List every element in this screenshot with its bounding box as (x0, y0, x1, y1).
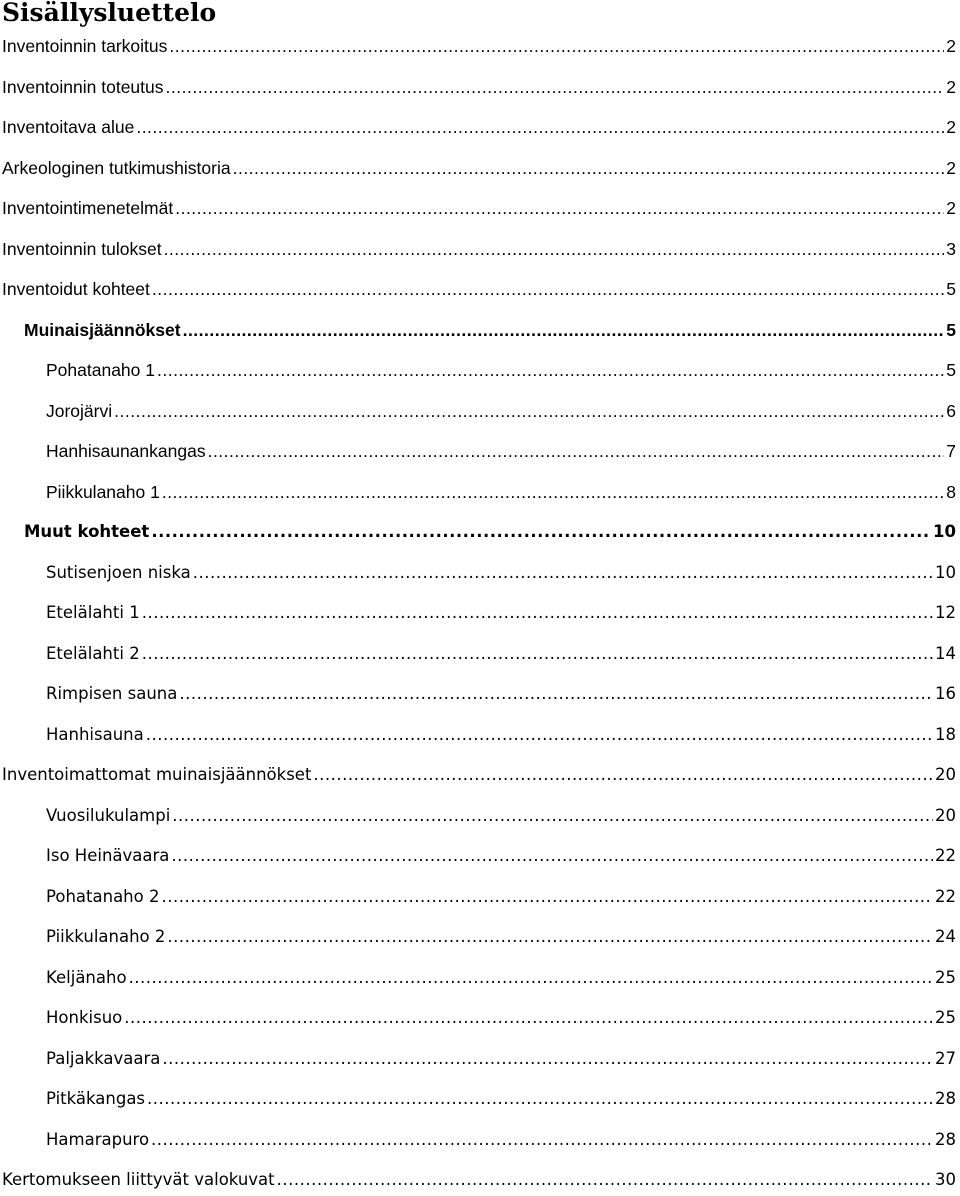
toc-page-number: 2 (946, 36, 956, 56)
dot-leader (166, 74, 945, 100)
toc-entry-label: Vuosilukulampi (46, 806, 171, 825)
toc-page-number: 10 (933, 522, 956, 541)
dot-leader (157, 357, 944, 383)
dot-leader (167, 924, 933, 950)
dot-leader (277, 1167, 933, 1193)
dot-leader (124, 1005, 933, 1031)
toc-entry-label: Piikkulanaho 1 (46, 482, 160, 502)
toc-page-number: 10 (935, 563, 956, 582)
dot-leader (161, 884, 933, 910)
dot-leader (169, 33, 944, 59)
toc-entry-pohatanaho-2[interactable] (46, 884, 956, 910)
toc-entry-label: Etelälahti 1 (46, 603, 140, 622)
toc-page-number: 16 (935, 684, 956, 703)
toc-entry-label: Inventoinnin toteutus (2, 77, 164, 97)
toc-entry-inventoidut-kohteet[interactable] (2, 276, 956, 302)
toc-entry-iso-heinavaara[interactable] (46, 843, 956, 869)
dot-leader (147, 1086, 933, 1112)
toc-page-number: 6 (946, 401, 956, 421)
toc-entry-rimpisen-sauna[interactable] (46, 681, 956, 707)
toc-entry-label: Etelälahti 2 (46, 644, 140, 663)
toc-page-number: 5 (946, 320, 956, 340)
toc-entry-label: Honkisuo (46, 1008, 123, 1027)
dot-leader (136, 114, 944, 140)
toc-page-number: 25 (935, 1008, 956, 1027)
toc-entry-label: Muut kohteet (24, 522, 150, 541)
dot-leader (146, 722, 933, 748)
toc-entry-kertomukseen-liittyvat-valokuvat[interactable] (2, 1167, 956, 1193)
toc-entry-label: Sutisenjoen niska (46, 563, 191, 582)
dot-leader (151, 519, 931, 545)
toc-entry-piikkulanaho-2[interactable] (46, 924, 956, 950)
toc-entry-paljakkavaara[interactable] (46, 1046, 956, 1072)
dot-leader (151, 1127, 933, 1153)
toc-entry-label: Inventointimenetelmät (2, 198, 174, 218)
toc-entry-label: Hanhisaunankangas (46, 441, 206, 461)
toc-page-number: 18 (935, 725, 956, 744)
toc-entry-piikkulanaho-1[interactable] (46, 479, 956, 505)
dot-leader (193, 560, 933, 586)
toc-entry-etelalahti-2[interactable] (46, 641, 956, 667)
dot-leader (152, 276, 944, 302)
toc-entry-honkisuo[interactable] (46, 1005, 956, 1031)
toc-entry-keljanaho[interactable] (46, 965, 956, 991)
toc-page-number: 7 (946, 441, 956, 461)
toc-page-number: 2 (946, 117, 956, 137)
toc-entry-label: Hanhisauna (46, 725, 144, 744)
toc-entry-label: Rimpisen sauna (46, 684, 178, 703)
toc-entry-label: Inventoitava alue (2, 117, 135, 137)
toc-entry-label: Inventoimattomat muinaisjäännökset (2, 765, 312, 784)
toc-entry-label: Keljänaho (46, 968, 127, 987)
toc-entry-jorojarvi[interactable] (46, 398, 956, 424)
toc-page-number: 14 (935, 644, 956, 663)
toc-page-number: 22 (935, 846, 956, 865)
toc-entry-inventoitava-alue[interactable] (2, 114, 956, 140)
toc-page-number: 5 (946, 360, 956, 380)
dot-leader (183, 317, 945, 343)
toc-entry-label: Kertomukseen liittyvät valokuvat (2, 1170, 275, 1189)
toc-page-number: 28 (935, 1130, 956, 1149)
toc-entry-label: Inventoinnin tarkoitus (2, 36, 168, 56)
toc-page-number: 5 (946, 279, 956, 299)
toc-entry-inventoinnin-tarkoitus[interactable] (2, 33, 956, 59)
toc-entry-inventoinnin-tulokset[interactable] (2, 236, 956, 262)
dot-leader (162, 479, 944, 505)
dot-leader (171, 843, 933, 869)
toc-page-number: 2 (946, 158, 956, 178)
toc-entry-muut-kohteet[interactable] (24, 519, 956, 545)
page-title: Sisällysluettelo (2, 0, 217, 27)
toc-entry-pitkakangas[interactable] (46, 1086, 956, 1112)
toc-page-number: 30 (935, 1170, 956, 1189)
toc-entry-pohatanaho-1[interactable] (46, 357, 956, 383)
toc-entry-label: Jorojärvi (46, 401, 113, 421)
toc-entry-etelalahti-1[interactable] (46, 600, 956, 626)
toc-entry-inventointimenetelmat[interactable] (2, 195, 956, 221)
toc-page-number: 3 (946, 239, 956, 259)
dot-leader (313, 762, 933, 788)
toc-entry-label: Inventoinnin tulokset (2, 239, 162, 259)
toc-page-number: 8 (946, 482, 956, 502)
toc-entry-inventoimattomat-muinaisjaannokset[interactable] (2, 762, 956, 788)
toc-entry-inventoinnin-toteutus[interactable] (2, 74, 956, 100)
toc-page-number: 25 (935, 968, 956, 987)
toc-entry-hamarapuro[interactable] (46, 1127, 956, 1153)
dot-leader (179, 681, 933, 707)
toc-entry-label: Arkeologinen tutkimushistoria (2, 158, 231, 178)
dot-leader (172, 803, 933, 829)
toc-entry-sutisenjoen-niska[interactable] (46, 560, 956, 586)
toc-entry-label: Inventoidut kohteet (2, 279, 150, 299)
dot-leader (175, 195, 944, 221)
toc-entry-label: Paljakkavaara (46, 1049, 161, 1068)
dot-leader (142, 641, 933, 667)
toc-entry-arkeologinen-tutkimushistoria[interactable] (2, 155, 956, 181)
toc-page-number: 27 (935, 1049, 956, 1068)
toc-entry-vuosilukulampi[interactable] (46, 803, 956, 829)
toc-entry-label: Piikkulanaho 2 (46, 927, 166, 946)
toc-entry-muinaisjaannokset[interactable] (24, 317, 956, 343)
dot-leader (114, 398, 944, 424)
toc-entry-hanhisauna[interactable] (46, 722, 956, 748)
toc-page-number: 24 (935, 927, 956, 946)
toc-page-number: 2 (946, 77, 956, 97)
dot-leader (208, 438, 945, 464)
toc-page-number: 12 (935, 603, 956, 622)
toc-entry-label: Pohatanaho 1 (46, 360, 155, 380)
toc-page-number: 20 (935, 806, 956, 825)
dot-leader (233, 155, 945, 181)
dot-leader (164, 236, 945, 262)
toc-entry-label: Pohatanaho 2 (46, 887, 160, 906)
toc-entry-label: Hamarapuro (46, 1130, 150, 1149)
toc-entry-hanhisaunankangas[interactable] (46, 438, 956, 464)
toc-page-number: 20 (935, 765, 956, 784)
toc-page-number: 28 (935, 1089, 956, 1108)
dot-leader (129, 965, 933, 991)
toc-entry-label: Muinaisjäännökset (24, 320, 181, 340)
toc-page-number: 2 (946, 198, 956, 218)
toc-entry-label: Pitkäkangas (46, 1089, 146, 1108)
dot-leader (162, 1046, 933, 1072)
toc-entry-label: Iso Heinävaara (46, 846, 170, 865)
toc-page-number: 22 (935, 887, 956, 906)
dot-leader (142, 600, 933, 626)
